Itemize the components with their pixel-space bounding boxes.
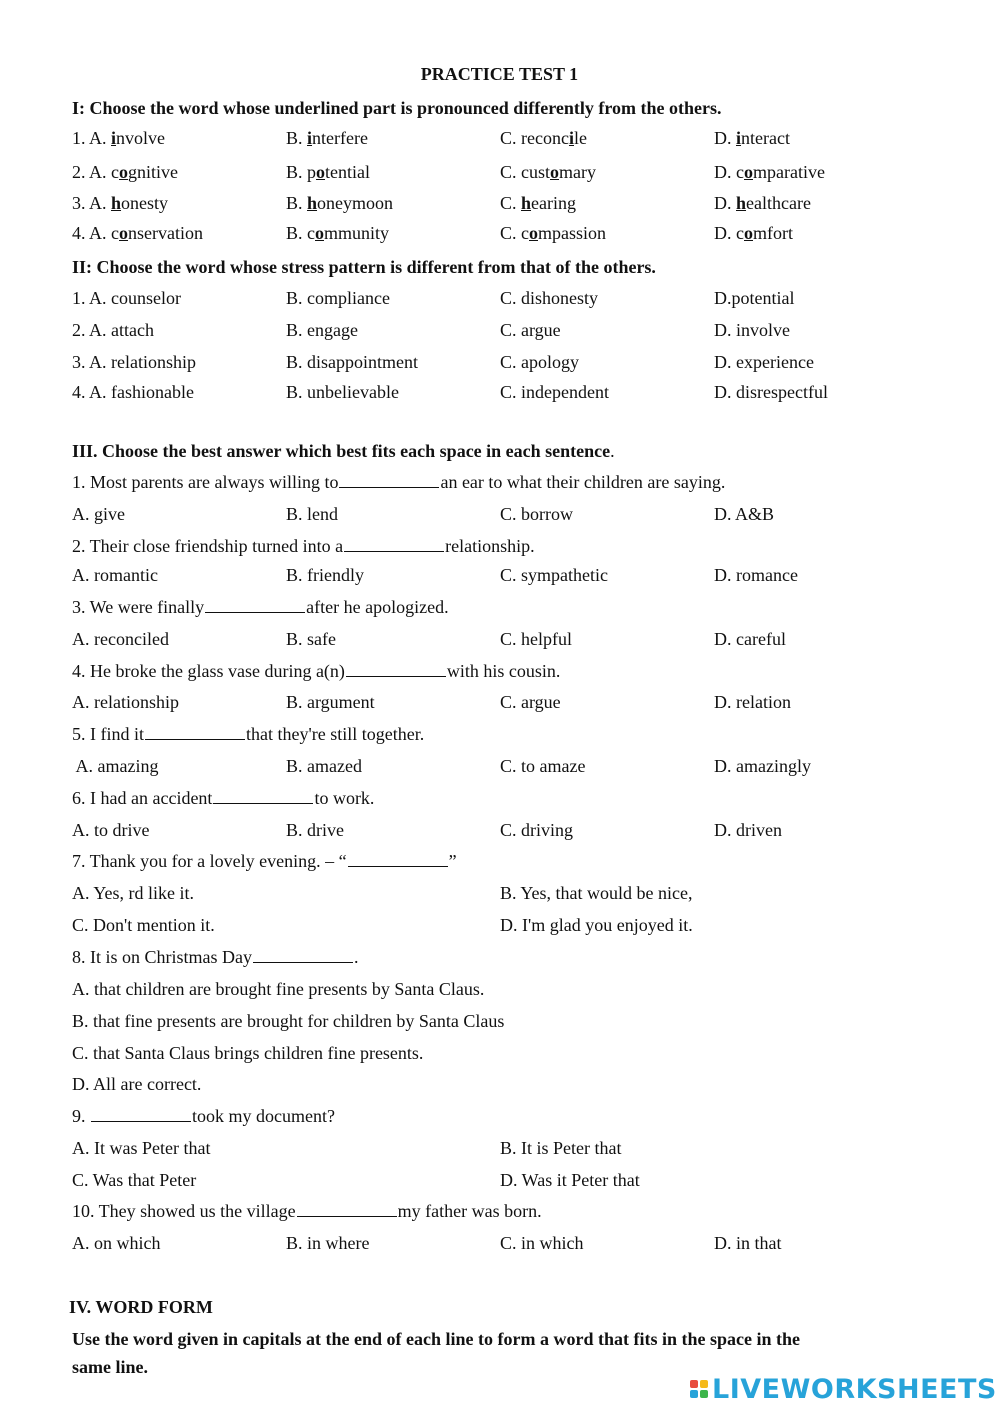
s3-options-row: A. amazing B. amazed C. to amaze D. amazingly bbox=[72, 756, 811, 776]
s3-options-row: A. to drive B. drive C. driving D. driven bbox=[72, 820, 782, 840]
s3-options-row: A. It was Peter that B. It is Peter that bbox=[72, 1138, 622, 1158]
s1-question-row: 3. A. honesty B. honeymoon C. hearing D. healthcare bbox=[72, 193, 811, 213]
s1-question-row: 2. A. cognitive B. potential C. customary D. comparative bbox=[72, 162, 825, 182]
s3-question-stem: 6. I had an accident to work. bbox=[72, 788, 375, 808]
page-title: PRACTICE TEST 1 bbox=[420, 64, 579, 84]
s1-question-row: 4. A. conservation B. community C. compassion D. comfort bbox=[72, 223, 793, 243]
s2-question-row: 3. A. relationship B. disappointment C. apology D. experience bbox=[72, 352, 814, 372]
s3-question-stem: 3. We were finally after he apologized. bbox=[72, 597, 449, 617]
s3-options-row: A. give B. lend C. borrow D. A&B bbox=[72, 504, 775, 524]
answer-blank[interactable] bbox=[344, 535, 444, 552]
s1-question-row: 1. A. involve B. interfere C. reconcile D. interact bbox=[72, 128, 790, 148]
s3-options-row: A. reconciled B. safe C. helpful D. careful bbox=[72, 629, 786, 649]
section-4-instruction-cont: same line. bbox=[72, 1357, 148, 1377]
s2-question-row: 2. A. attach B. engage C. argue D. involve bbox=[72, 320, 790, 340]
s3-options-row: C. Was that Peter D. Was it Peter that bbox=[72, 1170, 640, 1190]
s3-option: C. that Santa Claus brings children fine presents. bbox=[72, 1043, 424, 1063]
s3-question-stem: 1. Most parents are always willing to an ear to what their children are saying. bbox=[72, 472, 726, 492]
s3-question-stem: 10. They showed us the village my father was born. bbox=[72, 1201, 542, 1221]
s3-question-stem: 8. It is on Christmas Day . bbox=[72, 947, 359, 967]
answer-blank[interactable] bbox=[213, 787, 313, 804]
liveworksheets-logo bbox=[690, 1374, 997, 1404]
logo-icon bbox=[690, 1380, 708, 1398]
answer-blank[interactable] bbox=[91, 1105, 191, 1122]
logo-square-green bbox=[700, 1390, 708, 1398]
section-4-heading: IV. WORD FORM bbox=[69, 1297, 213, 1317]
logo-text: LIVEWORKSHEETS bbox=[712, 1373, 997, 1405]
answer-blank[interactable] bbox=[348, 850, 448, 867]
s2-question-row: 1. A. counselor B. compliance C. dishonesty D.potential bbox=[72, 288, 795, 308]
answer-blank[interactable] bbox=[205, 596, 305, 613]
logo-square-blue bbox=[690, 1390, 698, 1398]
section-4-instruction: Use the word given in capitals at the end of each line to form a word that fits in the space in the bbox=[72, 1329, 800, 1349]
logo-square-yellow bbox=[700, 1380, 708, 1388]
s3-question-stem: 5. I find it that they're still together. bbox=[72, 724, 425, 744]
section-2-heading: II: Choose the word whose stress pattern is different from that of the others. bbox=[72, 257, 656, 277]
s3-option: B. that fine presents are brought for children by Santa Claus bbox=[72, 1011, 505, 1031]
answer-blank[interactable] bbox=[297, 1200, 397, 1217]
s3-question-stem: 2. Their close friendship turned into a relationship. bbox=[72, 536, 535, 556]
answer-blank[interactable] bbox=[253, 946, 353, 963]
logo-square-red bbox=[690, 1380, 698, 1388]
s3-options-row: A. Yes, rd like it. B. Yes, that would be nice, bbox=[72, 883, 693, 903]
s3-options-row: A. romantic B. friendly C. sympathetic D. romance bbox=[72, 565, 798, 585]
answer-blank[interactable] bbox=[339, 471, 439, 488]
answer-blank[interactable] bbox=[346, 660, 446, 677]
answer-blank[interactable] bbox=[145, 723, 245, 740]
s3-option: A. that children are brought fine presents by Santa Claus. bbox=[72, 979, 485, 999]
s3-options-row: A. on which B. in where C. in which D. in that bbox=[72, 1233, 782, 1253]
s3-question-stem: 4. He broke the glass vase during a(n) with his cousin. bbox=[72, 661, 561, 681]
s3-options-row: A. relationship B. argument C. argue D. relation bbox=[72, 692, 791, 712]
s3-options-row: C. Don't mention it. D. I'm glad you enjoyed it. bbox=[72, 915, 693, 935]
section-1-heading: I: Choose the word whose underlined part is pronounced differently from the others. bbox=[72, 98, 722, 118]
s3-option: D. All are correct. bbox=[72, 1074, 202, 1094]
s3-question-stem: 9. took my document? bbox=[72, 1106, 335, 1126]
section-3-heading: III. Choose the best answer which best fits each space in each sentence. bbox=[72, 441, 615, 461]
s3-question-stem: 7. Thank you for a lovely evening. – “ ” bbox=[72, 851, 457, 871]
s2-question-row: 4. A. fashionable B. unbelievable C. independent D. disrespectful bbox=[72, 382, 828, 402]
